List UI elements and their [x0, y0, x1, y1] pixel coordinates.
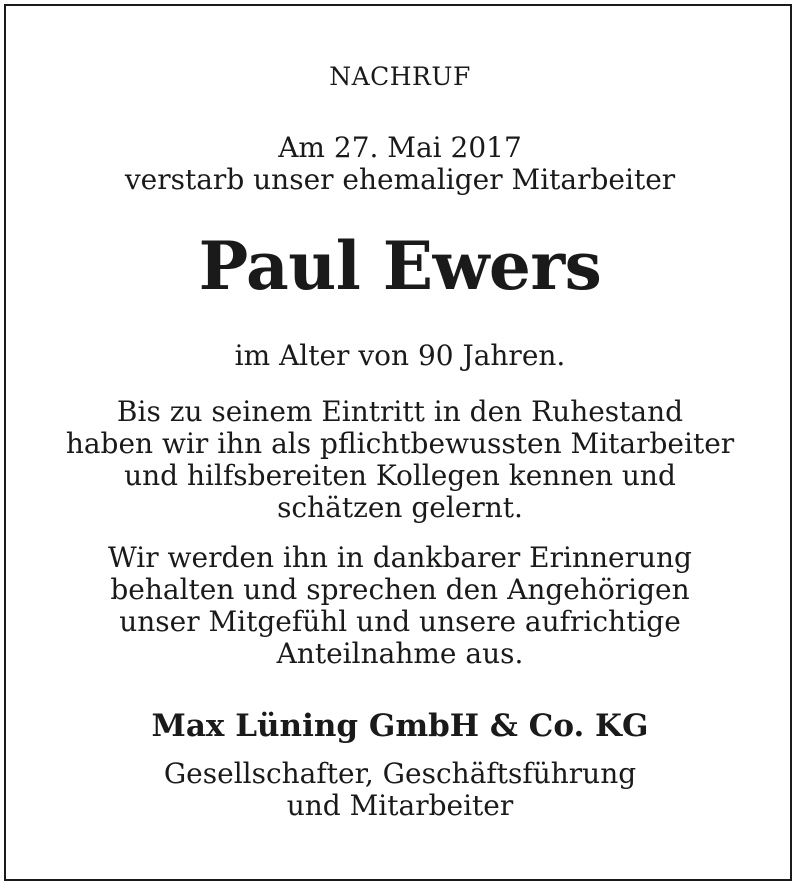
paragraph-line: Bis zu seinem Eintritt in den Ruhestand: [116, 395, 684, 428]
paragraph-line: Anteilnahme aus.: [276, 637, 524, 670]
intro-line: verstarb unser ehemaliger Mitarbeiter: [124, 163, 676, 196]
signature-line: Gesellschafter, Geschäftsführung: [163, 757, 637, 790]
signature-block: [0, 758, 800, 822]
paragraph-line: haben wir ihn als pflichtbewussten Mitarbeiter: [65, 427, 735, 460]
tribute-paragraph-2: [0, 542, 800, 670]
paragraph-line: und hilfsbereiten Kollegen kennen und: [124, 459, 676, 492]
tribute-paragraph-1: [0, 396, 800, 524]
signature-line: und Mitarbeiter: [286, 789, 514, 822]
paragraph-line: behalten und sprechen den Angehörigen: [110, 573, 690, 606]
death-date-line: Am 27. Mai 2017: [278, 131, 522, 164]
company-name: Max Lüning GmbH & Co. KG: [151, 708, 649, 744]
notice-heading: NACHRUF: [329, 62, 471, 91]
paragraph-line: Wir werden ihn in dankbarer Erinnerung: [108, 541, 692, 574]
paragraph-line: schätzen gelernt.: [277, 491, 523, 524]
paragraph-line: unser Mitgefühl und unsere aufrichtige: [119, 605, 681, 638]
deceased-name: Paul Ewers: [198, 227, 602, 305]
age-line: im Alter von 90 Jahren.: [234, 339, 566, 372]
